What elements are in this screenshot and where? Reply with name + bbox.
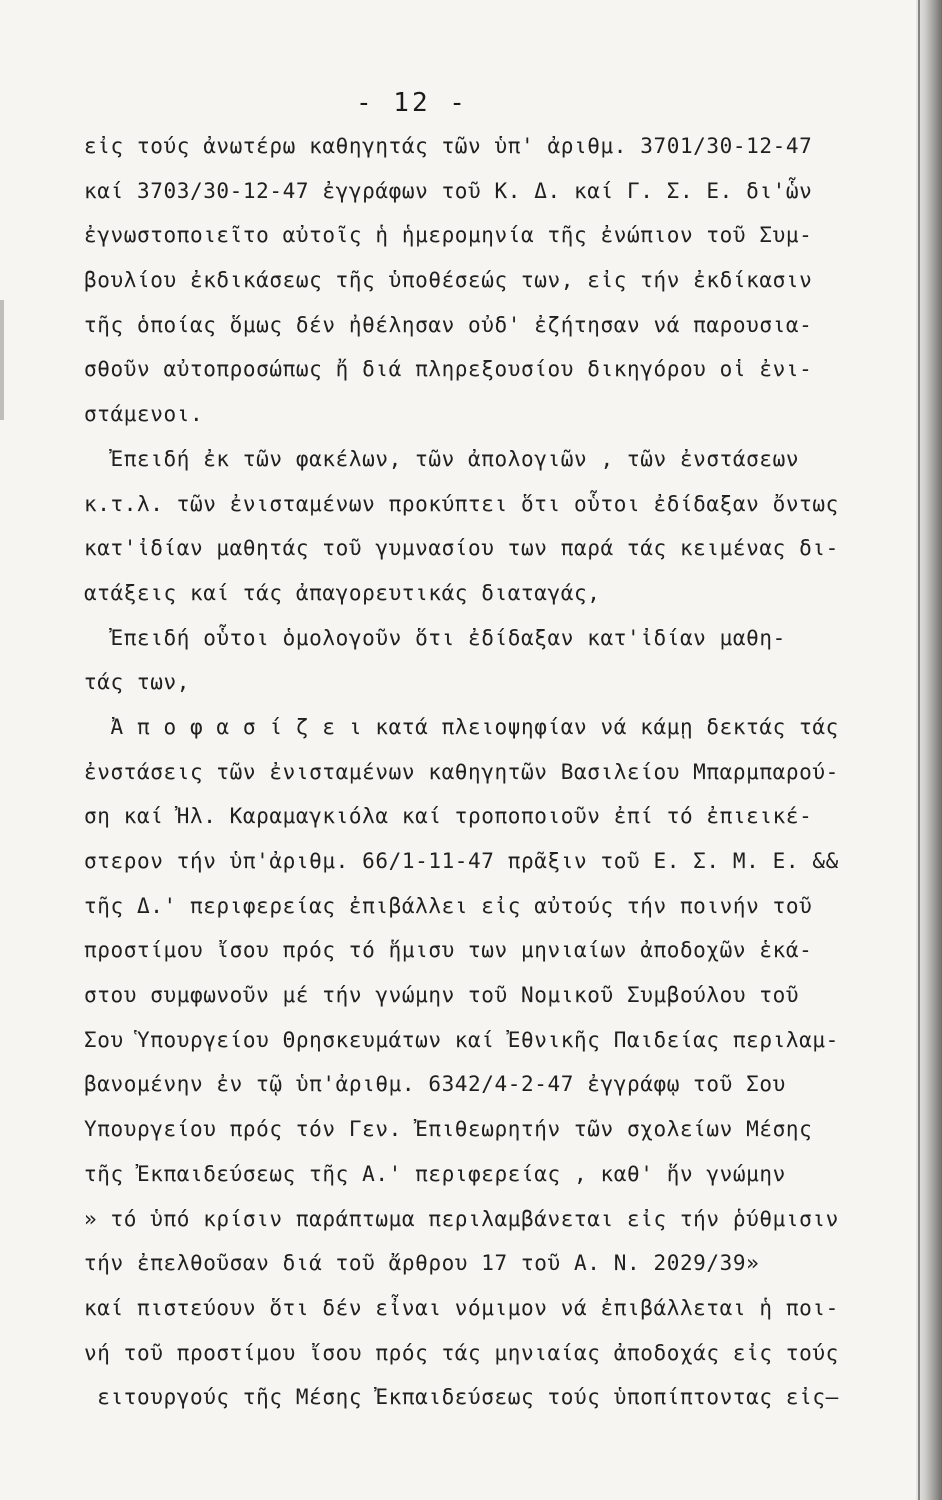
text-line: ατάξεις καί τάς ἀπαγορευτικάς διαταγάς, <box>84 580 601 605</box>
text-line: Σου Ὑπουργείου Θρησκευμάτων καί Ἐθνικῆς Παιδείας περιλαμ- <box>84 1027 839 1052</box>
text-line: στάμενοι. <box>84 402 204 427</box>
text-line: κατ'ἰδίαν μαθητάς τοῦ γυμνασίου των παρά τάς κειμένας δι- <box>84 536 839 561</box>
text-line: βουλίου ἐκδικάσεως τῆς ὑποθέσεώς των, εἰς τήν ἐκδίκασιν <box>84 268 813 293</box>
text-line: βανομένην ἐν τῷ ὑπ'ἀριθμ. 6342/4-2-47 ἐγγράφῳ τοῦ Σου <box>84 1072 786 1097</box>
text-line: στου συμφωνοῦν μέ τήν γνώμην τοῦ Νομικοῦ Συμβούλου τοῦ <box>84 983 800 1008</box>
text-line: τάς των, <box>84 670 190 695</box>
text-line: καί πιστεύουν ὅτι δέν εἶναι νόμιμον νά ἐπιβάλλεται ἡ ποι- <box>84 1295 839 1320</box>
text-line: Ἐπειδή ἐκ τῶν φακέλων, τῶν ἀπολογιῶν , τῶν ἐνστάσεων <box>84 446 800 471</box>
text-line: ἐγνωστοποιεῖτο αὐτοῖς ἡ ἡμερομηνία τῆς ἐνώπιον τοῦ Συμ- <box>84 223 813 248</box>
text-line: ἐνστάσεις τῶν ἐνισταμένων καθηγητῶν Βασιλείου Μπαρμπαρού- <box>84 759 839 784</box>
text-line: Ἐπειδή οὗτοι ὁμολογοῦν ὅτι ἐδίδαξαν κατ'ἰδίαν μαθη- <box>84 625 786 650</box>
text-line: νή τοῦ προστίμου ἴσου πρός τάς μηνιαίας ἀποδοχάς εἰς τούς <box>84 1340 839 1365</box>
page-edge-shadow <box>0 300 4 420</box>
text-line: » τό ὑπό κρίσιν παράπτωμα περιλαμβάνεται εἰς τήν ῥύθμισιν <box>84 1206 839 1231</box>
text-line: τῆς Δ.' περιφερείας ἐπιβάλλει εἰς αὐτούς τήν ποινήν τοῦ <box>84 893 813 918</box>
text-line: τῆς Ἐκπαιδεύσεως τῆς Α.' περιφερείας , καθ' ἥν γνώμην <box>84 1161 786 1186</box>
page-number: - 12 - <box>356 88 468 118</box>
text-line: εἰς τούς ἀνωτέρω καθηγητάς τῶν ὑπ' ἀριθμ. 3701/30-12-47 <box>84 134 813 158</box>
typewritten-text-body <box>84 124 904 1420</box>
text-line: στερον τήν ὑπ'ἀριθμ. 66/1-11-47 πρᾶξιν τοῦ Ε. Σ. Μ. Ε. && <box>84 849 839 873</box>
text-line: κ.τ.λ. τῶν ἐνισταμένων προκύπτει ὅτι οὗτοι ἐδίδαξαν ὄντως <box>84 491 839 516</box>
text-line: ση καί Ἠλ. Καραμαγκιόλα καί τροποποιοῦν ἐπί τό ἐπιεικέ- <box>84 804 813 829</box>
text-line: ειτουργούς τῆς Μέσης Ἐκπαιδεύσεως τούς ὑποπίπτοντας εἰς— <box>84 1385 839 1410</box>
text-line: τήν ἐπελθοῦσαν διά τοῦ ἄρθρου 17 τοῦ Α. Ν. 2029/39» <box>84 1251 760 1276</box>
text-line: Ὑπουργείου πρός τόν Γεν. Ἐπιθεωρητήν τῶν σχολείων Μέσης <box>84 1117 813 1142</box>
text-line: προστίμου ἴσου πρός τό ἥμισυ των μηνιαίων ἀποδοχῶν ἑκά- <box>84 938 813 963</box>
text-line: Ἀ π ο φ α σ ί ζ ε ι κατά πλειοψηφίαν νά κάμῃ δεκτάς τάς <box>84 714 839 739</box>
text-line: καί 3703/30-12-47 ἐγγράφων τοῦ Κ. Δ. καί Γ. Σ. Ε. δι'ὧν <box>84 178 813 203</box>
binding-line <box>918 0 920 1500</box>
text-line: τῆς ὁποίας ὅμως δέν ἠθέλησαν οὐδ' ἐζήτησαν νά παρουσια- <box>84 312 813 337</box>
text-line: σθοῦν αὐτοπροσώπως ἤ διά πληρεξουσίου δικηγόρου οἱ ἐνι- <box>84 357 813 382</box>
